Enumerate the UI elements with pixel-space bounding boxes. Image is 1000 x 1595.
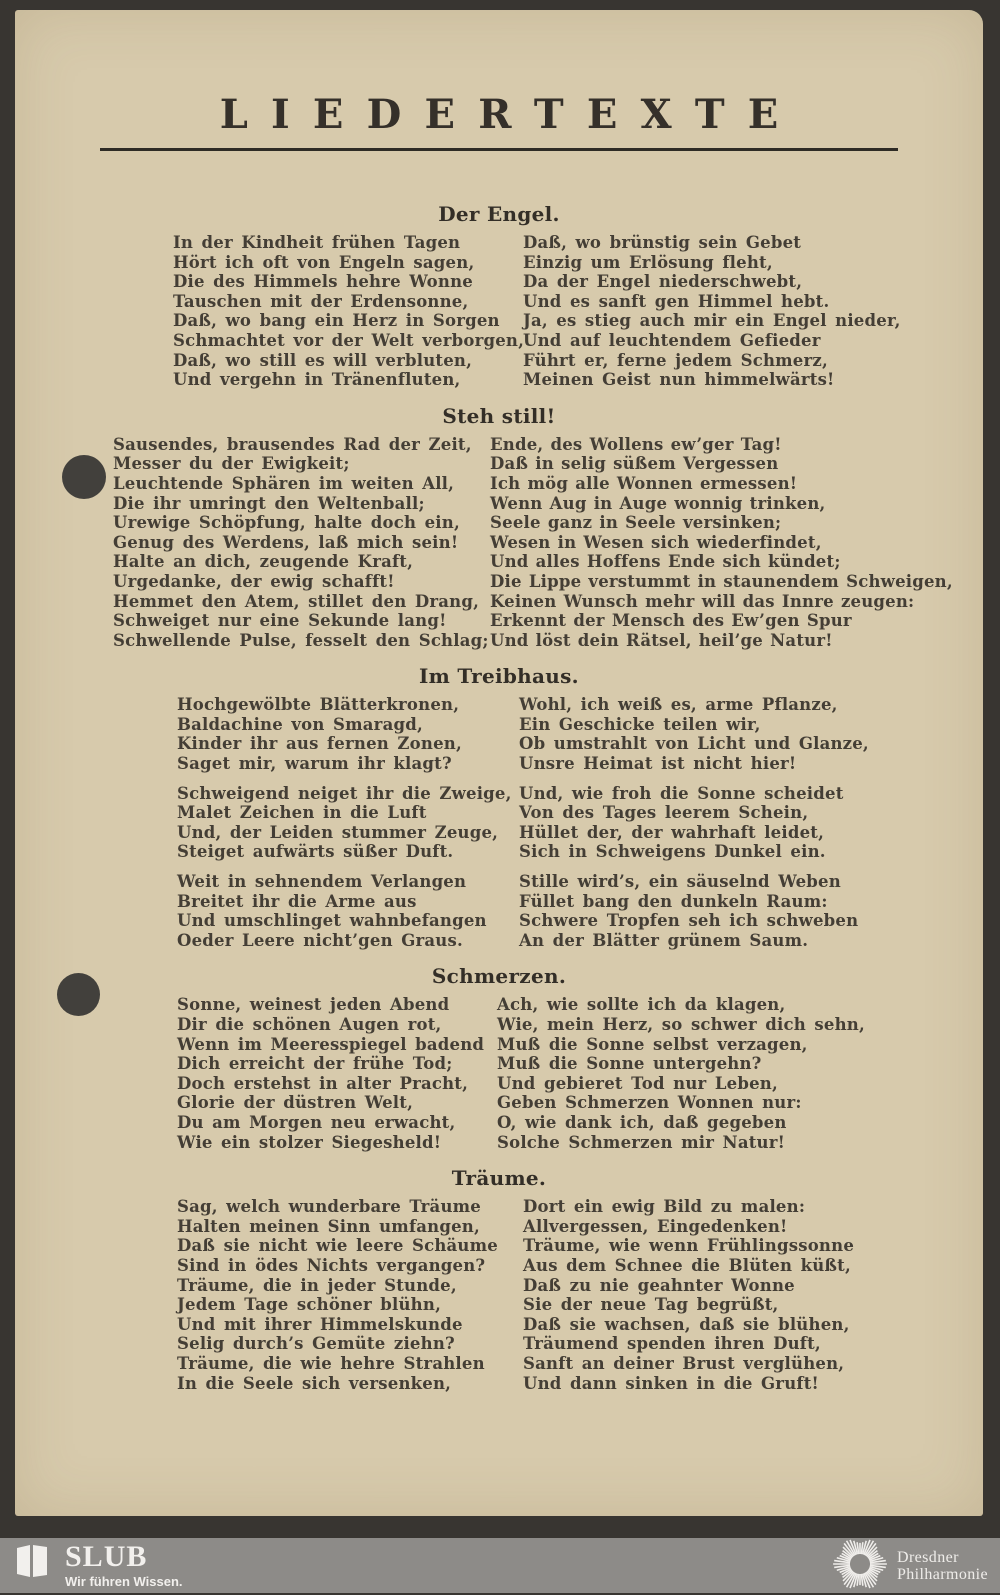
verse-line: Dort ein ewig Bild zu malen: xyxy=(523,1197,806,1217)
verse-line: Breitet ihr die Arme aus xyxy=(177,891,417,911)
stanza xyxy=(523,233,901,390)
song-title: Träume. xyxy=(451,1166,547,1191)
verse-line: Leuchtende Sphären im weiten All, xyxy=(113,473,455,493)
verse-line: Führt er, ferne jedem Schmerz, xyxy=(523,350,828,370)
verse-line: Füllet bang den dunkeln Raum: xyxy=(519,891,828,911)
song-columns xyxy=(15,435,983,651)
verse-line: Und löst dein Rätsel, heil’ge Natur! xyxy=(490,630,833,650)
verse-line: Wohl, ich weiß es, arme Pflanze, xyxy=(519,695,838,715)
verse-line: Ein Geschicke teilen wir, xyxy=(519,714,761,734)
verse-line: Halte an dich, zeugende Kraft, xyxy=(113,552,414,572)
verse-line: Sie der neue Tag begrüßt, xyxy=(523,1295,779,1315)
verse-line: Wie ein stolzer Siegesheld! xyxy=(177,1132,442,1152)
verse-column xyxy=(173,233,523,390)
verse-line: Schweigend neiget ihr die Zweige, xyxy=(177,783,512,803)
verse-column xyxy=(490,435,953,651)
verse-line: Da der Engel niederschwebt, xyxy=(523,272,803,292)
verse-line: Daß, wo brünstig sein Gebet xyxy=(523,233,802,252)
verse-line: Sonne, weinest jeden Abend xyxy=(177,995,450,1015)
verse-line: In der Kindheit frühen Tagen xyxy=(173,233,461,252)
stanza xyxy=(113,435,490,651)
verse-line: Und umschlinget wahnbefangen xyxy=(177,911,487,931)
verse-line: Träume, die wie hehre Strahlen xyxy=(177,1353,485,1373)
verse-line: Du am Morgen neu erwacht, xyxy=(177,1112,456,1132)
verse-line: Sag, welch wunderbare Träume xyxy=(177,1197,481,1217)
verse-line: Dich erreicht der frühe Tod; xyxy=(177,1054,453,1074)
verse-line: In die Seele sich versenken, xyxy=(177,1373,452,1393)
stanza xyxy=(177,695,519,773)
verse-line: Halten meinen Sinn umfangen, xyxy=(177,1216,480,1236)
verse-line: Schmachtet vor der Welt verborgen, xyxy=(173,330,525,350)
song-texts xyxy=(15,203,983,1393)
verse-line: Steiget aufwärts süßer Duft. xyxy=(177,842,454,862)
verse-line: Hochgewölbte Blätterkronen, xyxy=(177,695,460,715)
verse-line: Stille wird’s, ein säuselnd Weben xyxy=(519,872,841,892)
slub-logo xyxy=(13,1542,183,1589)
verse-line: Daß sie nicht wie leere Schäume xyxy=(177,1236,498,1256)
song-columns xyxy=(15,995,983,1152)
verse-line: Ja, es stieg auch mir ein Engel nieder, xyxy=(523,311,901,331)
verse-line: Unsre Heimat ist nicht hier! xyxy=(519,754,797,774)
verse-line: Und es sanft gen Himmel hebt. xyxy=(523,291,830,311)
verse-column xyxy=(497,995,865,1152)
verse-line: Und gebieret Tod nur Leben, xyxy=(497,1073,778,1093)
verse-column xyxy=(113,435,490,651)
slub-name: SLUB xyxy=(65,1540,148,1573)
title-rule xyxy=(100,148,898,151)
punch-hole-bottom xyxy=(57,973,100,1016)
scanned-program-page xyxy=(15,10,983,1516)
stanza xyxy=(173,233,523,390)
verse-line: Daß, wo still es will verbluten, xyxy=(173,350,473,370)
verse-line: Träume, wie wenn Frühlingssonne xyxy=(523,1236,855,1256)
verse-column xyxy=(523,233,901,390)
verse-line: Schwellende Pulse, fesselt den Schlag; xyxy=(113,630,489,650)
verse-line: Keinen Wunsch mehr will das Innre zeugen: xyxy=(490,591,915,611)
punch-hole-top xyxy=(62,455,106,499)
song-title: Im Treibhaus. xyxy=(419,664,579,689)
verse-line: Schweiget nur eine Sekunde lang! xyxy=(113,611,447,631)
verse-line: Sanft an deiner Brust verglühen, xyxy=(523,1353,845,1373)
verse-line: Ende, des Wollens ew’ger Tag! xyxy=(490,434,782,454)
verse-line: Und mit ihrer Himmelskunde xyxy=(177,1314,463,1334)
sunburst-icon xyxy=(833,1537,887,1595)
verse-line: Geben Schmerzen Wonnen nur: xyxy=(497,1093,802,1113)
verse-line: Und, wie froh die Sonne scheidet xyxy=(519,783,844,803)
verse-line: Selig durch’s Gemüte ziehn? xyxy=(177,1334,455,1354)
verse-column xyxy=(519,695,869,950)
verse-line: Sausendes, brausendes Rad der Zeit, xyxy=(113,434,472,454)
verse-line: Solche Schmerzen mir Natur! xyxy=(497,1132,786,1152)
stanza xyxy=(177,872,519,950)
song-title: Steh still! xyxy=(442,403,556,428)
verse-line: Saget mir, warum ihr klagt? xyxy=(177,754,452,774)
song-section xyxy=(15,203,983,390)
philharmonie-line1: Dresdner xyxy=(896,1548,959,1566)
philharmonie-line2: Philharmonie xyxy=(896,1565,988,1583)
verse-line: Seele ganz in Seele versinken; xyxy=(490,513,782,533)
verse-column xyxy=(523,1197,854,1393)
verse-line: Wenn Aug in Auge wonnig trinken, xyxy=(490,493,826,513)
verse-line: Baldachine von Smaragd, xyxy=(177,714,423,734)
verse-line: Hemmet den Atem, stillet den Drang, xyxy=(113,591,480,611)
verse-line: Aus dem Schnee die Blüten küßt, xyxy=(523,1255,851,1275)
slub-tagline: Wir führen Wissen. xyxy=(65,1574,183,1589)
verse-line: Und dann sinken in die Gruft! xyxy=(523,1373,819,1393)
verse-line: Urewige Schöpfung, halte doch ein, xyxy=(113,513,460,533)
stanza xyxy=(523,1197,854,1393)
verse-line: Messer du der Ewigkeit; xyxy=(113,454,350,474)
stanza xyxy=(519,872,869,950)
stanza xyxy=(519,784,869,862)
verse-line: Daß sie wachsen, daß sie blühen, xyxy=(523,1314,850,1334)
verse-line: Ich mög alle Wonnen ermessen! xyxy=(490,473,798,493)
open-book-icon xyxy=(13,1542,51,1584)
song-section xyxy=(15,1167,983,1393)
song-columns xyxy=(15,695,983,950)
verse-line: Kinder ihr aus fernen Zonen, xyxy=(177,734,462,754)
stanza xyxy=(497,995,865,1152)
stanza xyxy=(177,784,519,862)
verse-line: Allvergessen, Eingedenken! xyxy=(523,1216,788,1236)
song-title: Der Engel. xyxy=(438,202,560,226)
verse-line: Dir die schönen Augen rot, xyxy=(177,1015,442,1034)
verse-line: Hört ich oft von Engeln sagen, xyxy=(173,252,475,272)
verse-line: Träumend spenden ihren Duft, xyxy=(523,1334,821,1354)
song-columns xyxy=(15,233,983,390)
stanza xyxy=(490,435,953,651)
viewer-footer-bar xyxy=(0,1538,1000,1593)
song-section xyxy=(15,665,983,950)
verse-line: Ach, wie sollte ich da klagen, xyxy=(497,995,786,1015)
verse-line: Und alles Hoffens Ende sich kündet; xyxy=(490,552,841,572)
verse-line: O, wie dank ich, daß gegeben xyxy=(497,1112,787,1132)
stanza xyxy=(177,995,497,1152)
song-section xyxy=(15,965,983,1152)
verse-line: Sind in ödes Nichts vergangen? xyxy=(177,1255,486,1275)
verse-line: Und vergehn in Tränenfluten, xyxy=(173,370,461,390)
verse-line: Urgedanke, der ewig schafft! xyxy=(113,571,395,591)
verse-line: An der Blätter grünem Saum. xyxy=(519,930,809,950)
verse-column xyxy=(177,1197,523,1393)
song-title: Schmerzen. xyxy=(431,964,567,989)
verse-line: Wenn im Meeresspiegel badend xyxy=(177,1034,485,1054)
verse-line: Meinen Geist nun himmelwärts! xyxy=(523,370,835,390)
verse-line: Und, der Leiden stummer Zeuge, xyxy=(177,822,499,842)
verse-line: Ob umstrahlt von Licht und Glanze, xyxy=(519,734,869,754)
verse-line: Die des Himmels hehre Wonne xyxy=(173,272,473,292)
verse-line: Malet Zeichen in die Luft xyxy=(177,803,427,823)
verse-line: Glorie der düstren Welt, xyxy=(177,1093,414,1113)
verse-line: Daß in selig süßem Vergessen xyxy=(490,454,779,474)
verse-line: Genug des Werdens, laß mich sein! xyxy=(113,532,459,552)
verse-line: Träume, die in jeder Stunde, xyxy=(177,1275,457,1295)
stanza xyxy=(519,695,869,773)
verse-line: Hüllet der, der wahrhaft leidet, xyxy=(519,822,825,842)
verse-line: Von des Tages leerem Schein, xyxy=(519,803,809,823)
verse-line: Tauschen mit der Erdensonne, xyxy=(173,291,469,311)
verse-line: Einzig um Erlösung fleht, xyxy=(523,252,773,272)
verse-line: Wesen in Wesen sich wiederfindet, xyxy=(490,532,822,552)
verse-column xyxy=(177,695,519,950)
verse-line: Wie, mein Herz, so schwer dich sehn, xyxy=(497,1015,865,1034)
verse-line: Sich in Schweigens Dunkel ein. xyxy=(519,842,826,862)
verse-line: Muß die Sonne untergehn? xyxy=(497,1054,762,1074)
verse-line: Daß, wo bang ein Herz in Sorgen xyxy=(173,311,500,331)
stanza xyxy=(177,1197,523,1393)
dresdner-philharmonie-logo xyxy=(833,1537,988,1595)
verse-line: Jedem Tage schöner blühn, xyxy=(177,1295,442,1315)
verse-line: Schwere Tropfen seh ich schweben xyxy=(519,911,859,931)
page-title: LIEDERTEXTE xyxy=(219,91,802,138)
verse-column xyxy=(177,995,497,1152)
verse-line: Und auf leuchtendem Gefieder xyxy=(523,330,821,350)
song-section xyxy=(15,405,983,651)
verse-line: Daß zu nie geahnter Wonne xyxy=(523,1275,795,1295)
verse-line: Muß die Sonne selbst verzagen, xyxy=(497,1034,808,1054)
verse-line: Die ihr umringt den Weltenball; xyxy=(113,493,425,513)
verse-line: Erkennt der Mensch des Ew’gen Spur xyxy=(490,611,852,631)
verse-line: Doch erstehst in alter Pracht, xyxy=(177,1073,469,1093)
verse-line: Die Lippe verstummt in staunendem Schweigen, xyxy=(490,571,953,591)
verse-line: Oeder Leere nicht’gen Graus. xyxy=(177,930,463,950)
verse-line: Weit in sehnendem Verlangen xyxy=(177,872,467,892)
song-columns xyxy=(15,1197,983,1393)
